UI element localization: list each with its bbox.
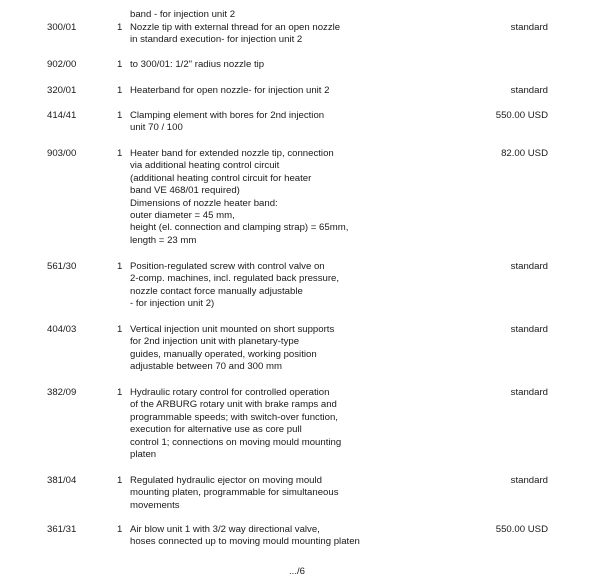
item-description [130, 387, 420, 461]
description-line: band VE 468/01 required) [130, 185, 240, 197]
item-qty: 1 [117, 148, 123, 159]
item-price: 550.00 USD [495, 110, 548, 121]
item-qty: 1 [117, 524, 123, 535]
item-price: 550.00 USD [495, 524, 548, 535]
item-qty: 1 [117, 475, 123, 486]
item-qty: 1 [117, 22, 123, 33]
description-line: guides, manually operated, working position [130, 348, 317, 360]
description-line: in standard execution- for injection unit 2 [130, 34, 303, 46]
item-description [130, 22, 420, 47]
item-code: 902/00 [47, 59, 77, 70]
description-line: platen [130, 449, 157, 461]
item-description [130, 261, 420, 311]
description-line: hoses connected up to moving mould mounting platen [130, 536, 360, 548]
description-line: programmable speeds; with switch-over function, [130, 411, 338, 423]
item-qty: 1 [117, 59, 123, 70]
description-line: Position-regulated screw with control valve on [130, 261, 325, 272]
description-line: length = 23 mm [130, 234, 197, 246]
description-line: mounting platen, programmable for simultaneous [130, 487, 339, 499]
page-continuation-marker: .../6 [289, 566, 305, 577]
description-line: Clamping element with bores for 2nd injection [130, 110, 325, 121]
item-code: 414/41 [47, 110, 77, 121]
description-line: 2-comp. machines, incl. regulated back pressure, [130, 273, 340, 285]
item-price: standard [510, 475, 548, 486]
item-description [130, 475, 420, 512]
description-line: Dimensions of nozzle heater band: [130, 197, 278, 209]
description-line: execution for alternative use as core pull [130, 424, 302, 436]
item-code: 361/31 [47, 524, 77, 535]
description-line: outer diameter = 45 mm, [130, 210, 235, 222]
item-description [130, 324, 420, 374]
item-price: standard [510, 261, 548, 272]
item-code: 903/00 [47, 148, 77, 159]
item-price: standard [510, 387, 548, 398]
description-line: unit 70 / 100 [130, 122, 183, 134]
item-qty: 1 [117, 324, 123, 335]
item-code: 404/03 [47, 324, 77, 335]
item-price: 82.00 USD [501, 148, 548, 159]
item-code: 382/09 [47, 387, 77, 398]
description-line: Regulated hydraulic ejector on moving mould [130, 475, 322, 486]
item-qty: 1 [117, 387, 123, 398]
item-qty: 1 [117, 261, 123, 272]
item-description [130, 148, 420, 247]
description-line: of the ARBURG rotary unit with brake ramps and [130, 399, 337, 411]
item-qty: 1 [117, 110, 123, 121]
continuation-line: band - for injection unit 2 [130, 9, 236, 20]
description-line: height (el. connection and clamping strap) = 65mm, [130, 222, 349, 234]
description-line: Hydraulic rotary control for controlled operation [130, 387, 330, 398]
item-code: 561/30 [47, 261, 77, 272]
item-price: standard [510, 22, 548, 33]
description-line: Nozzle tip with external thread for an open nozzle [130, 22, 341, 33]
item-price: standard [510, 324, 548, 335]
description-line: Heater band for extended nozzle tip, connection [130, 148, 334, 159]
description-line: via additional heating control circuit [130, 160, 280, 172]
description-line: nozzle contact force manually adjustable [130, 285, 303, 297]
item-description [130, 110, 420, 135]
description-line: adjustable between 70 and 300 mm [130, 361, 283, 373]
description-line: Heaterband for open nozzle- for injection unit 2 [130, 85, 330, 96]
item-description [130, 59, 420, 71]
item-description [130, 85, 420, 97]
description-line: to 300/01: 1/2" radius nozzle tip [130, 59, 265, 70]
item-qty: 1 [117, 85, 123, 96]
description-line: - for injection unit 2) [130, 298, 215, 310]
description-line: Air blow unit 1 with 3/2 way directional valve, [130, 524, 320, 535]
item-description [130, 524, 420, 549]
item-price: standard [510, 85, 548, 96]
item-code: 381/04 [47, 475, 77, 486]
description-line: (additional heating control circuit for heater [130, 172, 312, 184]
description-line: control 1; connections on moving mould mounting [130, 436, 342, 448]
description-line: movements [130, 499, 180, 511]
item-code: 300/01 [47, 22, 77, 33]
description-line: for 2nd injection unit with planetary-type [130, 336, 300, 348]
description-line: Vertical injection unit mounted on short supports [130, 324, 335, 335]
item-code: 320/01 [47, 85, 77, 96]
